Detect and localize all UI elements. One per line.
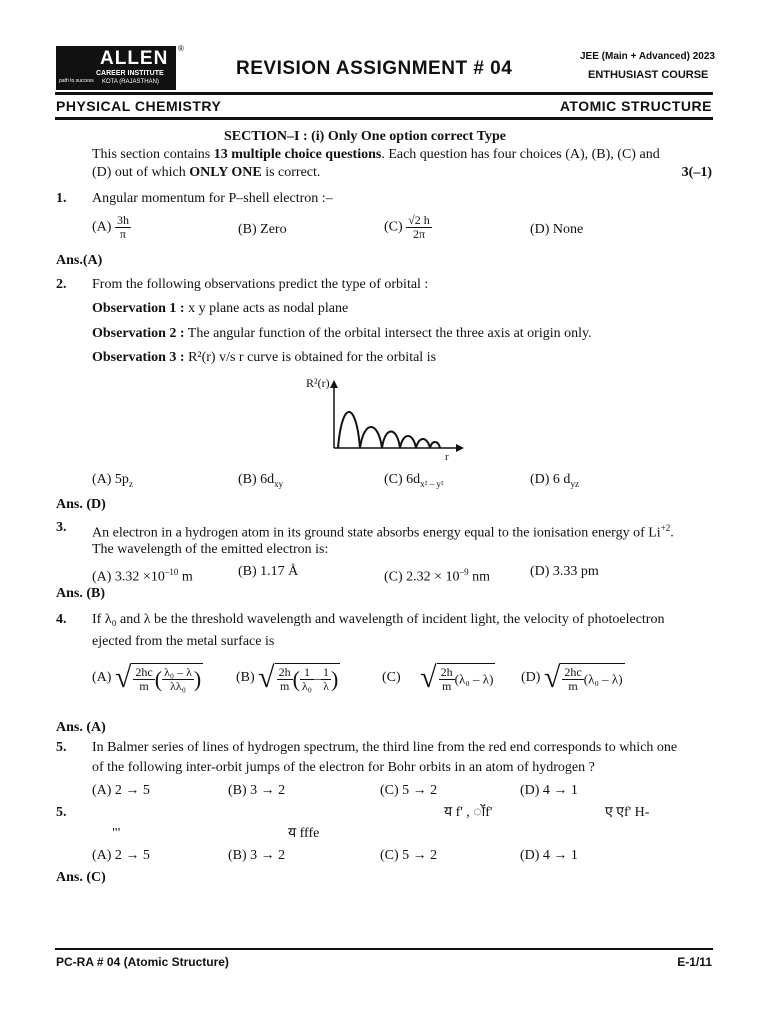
q5-hindi-number: 5. xyxy=(56,805,67,820)
q1-option-c: (C) $\frac{√2 h}{2\pi}$ xyxy=(384,213,430,241)
q5-hindi-option-a: (A) 2 → 5 xyxy=(92,848,150,863)
footer-divider xyxy=(55,948,713,950)
q4-option-a: (A) √ $\frac{2hc}{m}$ ( $\frac{\text{λ₀ – λ}}{\text{λλ₀}}$ ) xyxy=(92,661,202,694)
subheader-divider xyxy=(55,117,713,120)
allen-logo xyxy=(56,44,184,92)
q2-observation-1: Observation 1 : x y plane acts as nodal plane xyxy=(92,301,349,316)
q2-option-c: (C) $6d_{x^2 - y^2}$ xyxy=(384,472,444,489)
topic-label: ATOMIC STRUCTURE xyxy=(559,98,712,114)
header-divider xyxy=(55,92,713,95)
logo-city: KOTA (RAJASTHAN) xyxy=(102,79,159,85)
q3-number: 3. xyxy=(56,520,67,535)
logo-subtext: CAREER INSTITUTE xyxy=(96,70,164,77)
q5-hindi-option-c: (C) 5 → 2 xyxy=(380,848,438,863)
logo-text: ALLEN xyxy=(100,48,169,69)
footer-page-number: E-1/11 xyxy=(677,955,712,969)
q1-option-b: (B) Zero xyxy=(238,222,287,237)
marking-scheme: 3(–1) xyxy=(681,165,712,180)
q5-hindi-fragment-3: "' xyxy=(112,826,121,841)
q3-option-d: (D) 3.33 pm xyxy=(530,564,599,579)
graph-x-arrow xyxy=(456,444,464,452)
graph-peak-1 xyxy=(338,412,360,448)
q3-option-c: (C) $2.32 \times 10^{-9}$ nm xyxy=(384,567,490,585)
q4-option-b: (B) √ $\frac{2h}{m}$ ( $\frac{1}{\text{λ₀}}$ – $\frac{1}{\lambda}$ ) xyxy=(236,661,339,694)
q5-hindi-option-d: (D) 4 → 1 xyxy=(520,848,578,863)
q5-text-line2: of the following inter-orbit jumps of the electron for Bohr orbits in an atom of hydrogen ? xyxy=(92,760,595,775)
graph-peak-2 xyxy=(360,427,382,448)
q2-option-b: (B) $6d_{xy}$ xyxy=(238,472,284,489)
q3-option-a: (A) $3.32 \times 10^{-10}$ m xyxy=(92,567,193,585)
q2-observation-3: Observation 3 : R²(r) v/s r curve is obtained for the orbital is xyxy=(92,350,437,365)
section-heading: SECTION–I : (i) Only One option correct Type xyxy=(224,129,506,144)
graph-x-label: r xyxy=(445,451,449,463)
q3-text-line2: The wavelength of the emitted electron is: xyxy=(92,542,329,557)
graph-y-label: R²(r) xyxy=(306,376,330,390)
subject-label: PHYSICAL CHEMISTRY xyxy=(56,98,222,114)
q2-observation-2: Observation 2 : The angular function of the orbital intersect the three axis at origin only. xyxy=(92,326,592,341)
q1-option-a: (A) $\frac{3h}{\pi}$ xyxy=(92,213,129,241)
q5-hindi-option-b: (B) 3 → 2 xyxy=(228,848,286,863)
logo-tagline: path to success xyxy=(59,78,94,84)
q1-text: Angular momentum for P–shell electron :– xyxy=(92,191,333,206)
q4-answer: Ans. (A) xyxy=(56,720,106,735)
graph-peak-6 xyxy=(430,442,440,448)
q2-number: 2. xyxy=(56,277,67,292)
graph-peak-5 xyxy=(416,439,430,448)
q4-number: 4. xyxy=(56,612,67,627)
q1-answer: Ans.(A) xyxy=(56,253,103,268)
q4-option-c: (C) √ $\frac{2h}{m}$ (λ₀ – λ) xyxy=(382,661,494,694)
section-intro-line1: This section contains 13 multiple choice questions. Each question has four choices (A), (B), (C) and xyxy=(92,147,660,162)
q4-text-line1: If λ₀ and λ be the threshold wavelength and wavelength of incident light, the velocity of photoelectron xyxy=(92,612,665,627)
q2-text: From the following observations predict the type of orbital : xyxy=(92,277,429,292)
footer-document-code: PC-RA # 04 (Atomic Structure) xyxy=(56,955,229,969)
q2-option-d: (D) 6 $d_{yz}$ xyxy=(530,472,579,489)
q5-option-a: (A) 2 → 5 xyxy=(92,783,150,798)
exam-label: JEE (Main + Advanced) 2023 xyxy=(580,51,715,62)
radial-distribution-graph xyxy=(326,380,466,452)
q4-option-d: (D) √ $\frac{2hc}{m}$ (λ₀ – λ) xyxy=(521,661,623,694)
q5-option-c: (C) 5 → 2 xyxy=(380,783,438,798)
q2-answer: Ans. (D) xyxy=(56,497,106,512)
document-title: REVISION ASSIGNMENT # 04 xyxy=(236,58,513,79)
q1-number: 1. xyxy=(56,191,67,206)
q5-hindi-fragment-1: य f' , ॉf' xyxy=(444,805,493,820)
q2-option-a: (A) $5p_z$ xyxy=(92,472,133,489)
q5-option-d: (D) 4 → 1 xyxy=(520,783,578,798)
q3-option-b: (B) 1.17 Å xyxy=(238,564,299,579)
q5-answer: Ans. (C) xyxy=(56,870,106,885)
q5-hindi-fragment-2: ए एf' H- xyxy=(605,805,650,820)
q1-option-d: (D) None xyxy=(530,222,584,237)
q4-text-line2: ejected from the metal surface is xyxy=(92,634,275,649)
section-intro-line2: (D) out of which ONLY ONE is correct. xyxy=(92,165,321,180)
q5-hindi-fragment-4: य fffe xyxy=(288,826,320,841)
q5-number: 5. xyxy=(56,740,67,755)
logo-badge xyxy=(56,46,176,90)
graph-peak-4 xyxy=(400,436,416,448)
q5-option-b: (B) 3 → 2 xyxy=(228,783,286,798)
graph-y-arrow xyxy=(330,380,338,388)
graph-peak-3 xyxy=(382,432,400,449)
registered-mark: ® xyxy=(178,44,184,53)
q5-text-line1: In Balmer series of lines of hydrogen spectrum, the third line from the red end corresponds to which one xyxy=(92,740,678,755)
course-label: ENTHUSIAST COURSE xyxy=(588,69,709,81)
q3-answer: Ans. (B) xyxy=(56,586,106,601)
q3-text-line1: An electron in a hydrogen atom in its ground state absorbs energy equal to the ionisation energy of $Li^{+2}$. xyxy=(92,523,674,541)
